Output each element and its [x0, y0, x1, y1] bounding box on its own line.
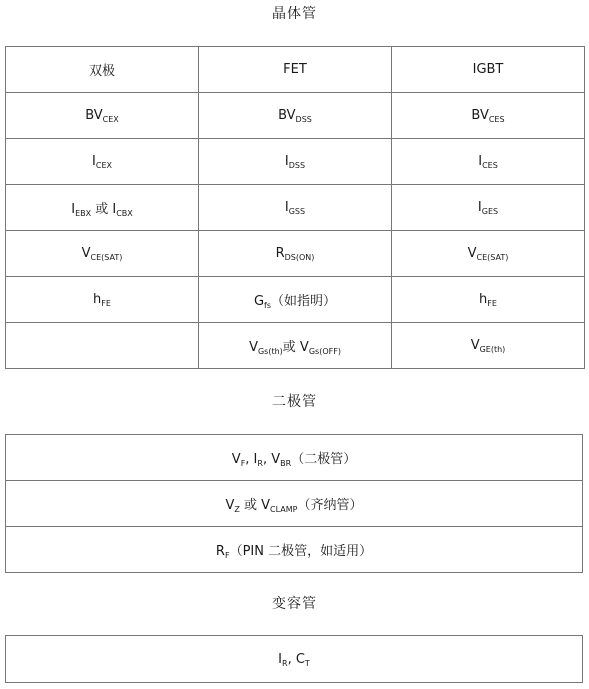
- table-cell: [6, 481, 583, 527]
- cell-text: （PIN 二极管，如适用）: [229, 544, 373, 559]
- table-cell: [6, 277, 199, 323]
- table-cell: [6, 323, 199, 369]
- table-cell: [6, 636, 583, 683]
- table-row: [6, 527, 583, 573]
- table-cell: [6, 527, 583, 573]
- table-row: [6, 277, 585, 323]
- cell-text: （齐纳管）: [297, 498, 363, 513]
- cell-subscript: DSS: [295, 115, 312, 124]
- cell-subscript: GE(th): [479, 345, 506, 354]
- table-cell: [199, 139, 392, 185]
- cell-subscript: DSS: [288, 161, 306, 170]
- cell-subscript: BR: [280, 459, 292, 468]
- cell-subscript: Gs(th): [257, 347, 283, 356]
- cell-subscript: F: [240, 459, 246, 468]
- table-cell: [199, 93, 392, 139]
- cell-text: h: [93, 292, 102, 307]
- cell-subscript: FE: [487, 299, 497, 308]
- table-row: [6, 481, 583, 527]
- cell-text: I: [92, 154, 96, 169]
- varactor-parameter-table: [5, 635, 583, 683]
- table-cell: [392, 277, 585, 323]
- cell-subscript: Z: [234, 505, 240, 514]
- cell-text: R: [275, 246, 285, 261]
- table-row: [6, 185, 585, 231]
- cell-text: I: [478, 154, 483, 169]
- cell-subscript: GES: [481, 207, 499, 216]
- cell-subscript: F: [224, 551, 230, 560]
- table-cell: [392, 323, 585, 369]
- cell-subscript: GSS: [288, 207, 306, 216]
- cell-subscript: CEX: [95, 161, 112, 170]
- cell-text: 或 V: [282, 340, 309, 355]
- cell-text: BV: [471, 108, 489, 123]
- diode-section-title: 二极管: [272, 394, 317, 410]
- table-cell: [6, 435, 583, 481]
- table-cell: [199, 185, 392, 231]
- table-row: [6, 139, 585, 185]
- cell-text: IGBT: [472, 62, 504, 77]
- cell-text: R: [215, 544, 225, 559]
- transistor-section-title: 晶体管: [272, 6, 317, 22]
- cell-text: I: [278, 651, 283, 667]
- cell-subscript: EBX: [75, 209, 92, 218]
- cell-text: V: [225, 498, 235, 513]
- table-row: [6, 435, 583, 481]
- cell-subscript: CE(SAT): [476, 253, 509, 262]
- table-cell: [199, 231, 392, 277]
- cell-text: 或 I: [91, 202, 117, 217]
- table-cell: [392, 47, 585, 93]
- cell-text: 或 V: [239, 498, 271, 513]
- cell-subscript: fs: [264, 301, 272, 310]
- cell-text: （如指明）: [271, 294, 337, 309]
- table-cell: [6, 231, 199, 277]
- cell-text: , V: [262, 452, 281, 467]
- cell-subscript: CBX: [116, 209, 133, 218]
- cell-text: V: [81, 246, 91, 261]
- table-cell: [392, 185, 585, 231]
- cell-text: I: [284, 200, 289, 215]
- table-row: [6, 231, 585, 277]
- table-row: [6, 636, 583, 683]
- cell-text: BV: [85, 108, 103, 123]
- diode-parameter-table: [5, 434, 583, 573]
- cell-text: V: [470, 338, 480, 353]
- table-cell: [6, 185, 199, 231]
- cell-text: I: [71, 202, 76, 217]
- cell-text: I: [284, 154, 289, 169]
- table-row: [6, 323, 585, 369]
- table-row: [6, 93, 585, 139]
- table-cell: [199, 323, 392, 369]
- table-cell: [6, 93, 199, 139]
- table-cell: [199, 277, 392, 323]
- table-cell: [392, 231, 585, 277]
- cell-subscript: CES: [482, 161, 498, 170]
- cell-text: , C: [287, 651, 305, 667]
- cell-text: G: [253, 294, 265, 309]
- table-cell: [199, 47, 392, 93]
- cell-text: I: [477, 200, 482, 215]
- cell-subscript: CE(SAT): [90, 253, 123, 262]
- cell-text: V: [467, 246, 477, 261]
- cell-text: V: [231, 452, 241, 467]
- cell-subscript: T: [304, 658, 310, 668]
- varactor-section-title: 变容管: [272, 596, 317, 612]
- cell-text: h: [479, 292, 488, 307]
- table-cell: [392, 139, 585, 185]
- cell-text: BV: [278, 108, 296, 123]
- cell-subscript: DS(ON): [284, 253, 315, 262]
- cell-subscript: CES: [488, 115, 505, 124]
- cell-subscript: R: [257, 459, 263, 468]
- cell-subscript: CLAMP: [270, 505, 298, 514]
- cell-text: , I: [245, 452, 258, 467]
- cell-subscript: Gs(OFF): [308, 347, 341, 356]
- cell-text: V: [249, 340, 258, 355]
- table-cell: [6, 139, 199, 185]
- transistor-parameter-table: [5, 46, 585, 369]
- table-cell: [392, 93, 585, 139]
- cell-text: FET: [283, 62, 307, 77]
- table-row: [6, 47, 585, 93]
- cell-subscript: R: [282, 658, 288, 668]
- cell-text: （二极管）: [291, 452, 357, 467]
- cell-subscript: FE: [101, 299, 111, 308]
- table-cell: [6, 47, 199, 93]
- cell-subscript: CEX: [102, 115, 119, 124]
- cell-text: 双极: [88, 64, 115, 79]
